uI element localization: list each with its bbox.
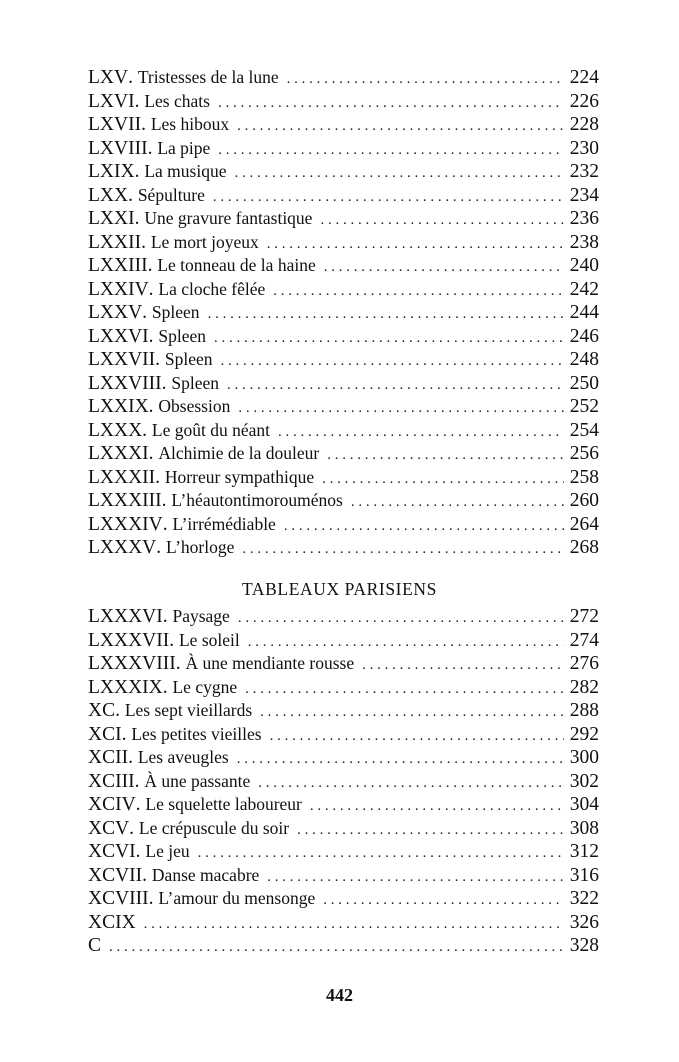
toc-entry-separator: .: [175, 653, 186, 674]
toc-entry-leader-dots: [322, 468, 564, 492]
toc-entry-numeral: LXVI: [88, 90, 135, 112]
toc-entry-title: Spleen: [171, 372, 220, 393]
toc-entry-page-number: 230: [569, 137, 599, 159]
toc-entry-title: Spleen: [158, 325, 207, 346]
toc-entry-separator: .: [169, 629, 179, 651]
toc-entry-separator: .: [128, 67, 138, 88]
toc-entry-page-number: 238: [569, 231, 599, 253]
toc-entry-separator: .: [142, 419, 152, 441]
toc-entry-page-number: 322: [569, 888, 599, 909]
toc-entry-numeral: LXXXVI: [88, 606, 163, 627]
toc-entry-page-number: 234: [569, 184, 599, 206]
toc-entry: [88, 254, 599, 278]
toc-entry-leader-dots: [270, 725, 564, 749]
toc-entry-page-number: 304: [569, 794, 599, 815]
toc-entry-separator: .: [142, 302, 152, 323]
toc-entry: [88, 723, 599, 747]
toc-entry-separator: .: [147, 255, 158, 276]
toc-entry-leader-dots: [237, 748, 564, 772]
toc-entry-leader-dots: [218, 92, 564, 116]
toc-entry-numeral: XCVIII: [88, 888, 149, 909]
toc-entry-leader-dots: [273, 280, 563, 304]
toc-entry: [88, 770, 599, 794]
toc-entry-separator: .: [128, 184, 138, 206]
toc-entry-numeral: XCVI: [88, 841, 136, 862]
toc-entry: [88, 442, 599, 466]
toc-entry-numeral: LXXXI: [88, 443, 149, 464]
toc-list-part2: [88, 605, 599, 958]
toc-entry-leader-dots: [351, 491, 564, 515]
toc-entry-separator: .: [142, 864, 152, 886]
toc-entry-numeral: LXXXIX: [88, 676, 163, 698]
toc-entry: [88, 137, 599, 161]
toc-entry-separator: .: [148, 325, 159, 347]
toc-entry-leader-dots: [238, 397, 563, 421]
toc-entry-numeral: XCV: [88, 817, 130, 839]
toc-entry-numeral: LXX: [88, 184, 129, 206]
toc-entry-leader-dots: [267, 866, 563, 890]
toc-entry-separator: .: [128, 747, 138, 768]
toc-entry-page-number: 326: [569, 911, 599, 933]
toc-entry-page-number: 276: [569, 653, 599, 674]
toc-entry-numeral: LXV: [88, 67, 129, 88]
toc-entry-separator: .: [148, 396, 159, 417]
toc-entry-numeral: LXXXIV: [88, 513, 163, 535]
toc-entry-leader-dots: [242, 538, 563, 562]
toc-entry-title: Le squelette laboureur: [145, 794, 302, 814]
toc-entry-title: Le goût du néant: [151, 419, 271, 440]
toc-entry-title: La musique: [144, 161, 227, 181]
toc-entry-separator: .: [121, 723, 132, 745]
toc-entry-numeral: LXXVII: [88, 349, 156, 370]
toc-entry-numeral: LXXXIII: [88, 490, 162, 511]
toc-entry-title: Le jeu: [145, 841, 190, 861]
toc-entry-leader-dots: [208, 303, 564, 327]
toc-entry-separator: .: [135, 794, 146, 815]
toc-entry-separator: .: [134, 90, 145, 112]
toc-entry-separator: .: [115, 700, 125, 721]
toc-entry-numeral: LXIX: [88, 161, 135, 182]
toc-entry-title: Spleen: [164, 349, 213, 369]
toc-entry-separator: .: [134, 208, 145, 229]
toc-entry: [88, 348, 599, 372]
toc-entry-leader-dots: [238, 607, 564, 631]
toc-entry-leader-dots: [287, 68, 564, 92]
toc-entry: [88, 489, 599, 513]
toc-entry-page-number: 256: [569, 443, 599, 464]
toc-entry-leader-dots: [258, 772, 563, 796]
toc-entry-separator: .: [161, 490, 172, 511]
toc-entry-numeral: LXXVI: [88, 325, 149, 347]
toc-entry: [88, 699, 599, 723]
toc-entry-page-number: 316: [569, 864, 599, 886]
toc-entry-leader-dots: [237, 115, 564, 139]
toc-entry: [88, 652, 599, 676]
toc-entry-page-number: 288: [569, 700, 599, 721]
toc-entry-numeral: LXXX: [88, 419, 143, 441]
toc-entry-title: La cloche fêlée: [158, 278, 266, 299]
toc-entry-leader-dots: [248, 631, 564, 655]
toc-entry-separator: .: [134, 770, 145, 792]
toc-entry-title: Le crépuscule du soir: [138, 817, 290, 838]
toc-entry-separator: .: [129, 817, 139, 839]
toc-entry-numeral: XCIX: [88, 911, 136, 933]
toc-entry-numeral: XC: [88, 700, 116, 721]
toc-entry-numeral: LXXI: [88, 208, 135, 229]
toc-entry-leader-dots: [320, 209, 563, 233]
toc-entry: [88, 419, 599, 443]
toc-entry-leader-dots: [234, 162, 563, 186]
toc-entry-numeral: LXXXVIII: [88, 653, 176, 674]
toc-entry-separator: .: [148, 888, 159, 909]
toc-entry: [88, 840, 599, 864]
toc-entry: [88, 466, 599, 490]
toc-entry-title: L’horloge: [166, 537, 235, 557]
toc-entry-page-number: 268: [569, 537, 599, 558]
toc-entry-numeral: LXVII: [88, 114, 142, 135]
toc-entry: [88, 911, 599, 935]
toc-entry-title: Les hiboux: [150, 114, 230, 134]
toc-entry-numeral: LXXII: [88, 231, 142, 253]
toc-entry-page-number: 252: [569, 396, 599, 417]
toc-entry-page-number: 248: [569, 349, 599, 370]
toc-entry-leader-dots: [227, 374, 564, 398]
toc-entry: [88, 90, 599, 114]
toc-entry-page-number: 232: [569, 161, 599, 182]
toc-entry-title: Le tonneau de la haine: [157, 255, 316, 275]
toc-entry-page-number: 302: [569, 770, 599, 792]
toc-entry: [88, 536, 599, 560]
toc-entry-numeral: LXVIII: [88, 137, 148, 159]
toc-entry-page-number: 242: [569, 278, 599, 300]
toc-entry-page-number: 246: [569, 325, 599, 347]
toc-entry-title: Sépulture: [137, 184, 205, 205]
toc-entry-page-number: 292: [569, 723, 599, 745]
toc-entry: [88, 372, 599, 396]
toc-entry: [88, 325, 599, 349]
toc-entry-leader-dots: [221, 350, 564, 374]
page-number: 442: [326, 985, 353, 1005]
toc-entry-page-number: 274: [569, 629, 599, 651]
toc-entry-title: Tristesses de la lune: [137, 67, 279, 87]
toc-entry: [88, 160, 599, 184]
toc-entry-numeral: LXXIX: [88, 396, 149, 417]
toc-entry-title: Paysage: [172, 606, 230, 626]
toc-entry-separator: .: [134, 161, 145, 182]
toc-entry: [88, 113, 599, 137]
toc-entry-page-number: 282: [569, 676, 599, 698]
toc-entry-page-number: 300: [569, 747, 599, 768]
toc-entry-page-number: 250: [569, 372, 599, 394]
toc-entry-page-number: 226: [569, 90, 599, 112]
toc-entry-separator: .: [162, 676, 173, 698]
toc-entry-leader-dots: [218, 139, 563, 163]
toc-entry-separator: .: [162, 606, 173, 627]
toc-entry-leader-dots: [310, 795, 564, 819]
toc-entry: [88, 676, 599, 700]
toc-entry-separator: .: [141, 114, 151, 135]
toc-entry-numeral: XCI: [88, 723, 122, 745]
toc-entry-page-number: 272: [569, 606, 599, 627]
toc-entry-separator: .: [135, 841, 146, 862]
toc-entry-page-number: 308: [569, 817, 599, 839]
toc-entry: [88, 301, 599, 325]
toc-entry-leader-dots: [323, 889, 564, 913]
toc-entry-numeral: XCIV: [88, 794, 136, 815]
toc-entry: [88, 231, 599, 255]
toc-entry-leader-dots: [284, 515, 564, 539]
toc-entry-numeral: XCVII: [88, 864, 143, 886]
toc-entry-numeral: LXXXV: [88, 537, 157, 558]
toc-entry: [88, 934, 599, 958]
toc-entry-leader-dots: [327, 444, 563, 468]
toc-entry-title: Horreur sympathique: [164, 466, 315, 487]
toc-entry-title: À une mendiante rousse: [185, 653, 355, 673]
toc-entry-leader-dots: [245, 678, 564, 702]
toc-entry: [88, 746, 599, 770]
toc-entry-title: Une gravure fantastique: [144, 208, 313, 228]
section-heading: TABLEAUX PARISIENS: [242, 579, 437, 599]
toc-entry-title: À une passante: [144, 770, 251, 791]
toc-entry-page-number: 254: [569, 419, 599, 441]
toc-entry-title: L’irrémédiable: [172, 513, 276, 534]
toc-entry-numeral: C: [88, 935, 102, 956]
toc-entry-page-number: 328: [569, 935, 599, 956]
toc-entry-page-number: 260: [569, 490, 599, 511]
toc-entry-separator: .: [156, 537, 166, 558]
toc-entry-page-number: 244: [569, 302, 599, 323]
toc-entry-numeral: XCIII: [88, 770, 135, 792]
toc-entry-separator: .: [155, 349, 165, 370]
toc-entry-leader-dots: [213, 186, 564, 210]
toc-entry-leader-dots: [260, 701, 564, 725]
toc-entry-leader-dots: [267, 233, 564, 257]
toc-entry-numeral: XCII: [88, 747, 129, 768]
toc-entry-page-number: 264: [569, 513, 599, 535]
toc-entry-separator: .: [147, 137, 158, 159]
toc-entry: [88, 793, 599, 817]
toc-entry: [88, 513, 599, 537]
toc-entry-leader-dots: [278, 421, 564, 445]
toc-entry-page-number: 240: [569, 255, 599, 276]
toc-entry: [88, 207, 599, 231]
toc-entry: [88, 629, 599, 653]
toc-entry-title: L’amour du mensonge: [158, 888, 316, 908]
toc-entry-title: Les sept vieillards: [124, 700, 253, 720]
toc-entry-numeral: LXXV: [88, 302, 143, 323]
toc-entry-page-number: 312: [569, 841, 599, 862]
toc-entry-title: Le cygne: [172, 676, 238, 697]
toc-entry-numeral: LXXXVII: [88, 629, 170, 651]
toc-entry: [88, 184, 599, 208]
toc-entry: [88, 66, 599, 90]
toc-entry-title: Le soleil: [178, 629, 240, 650]
toc-entry-separator: .: [148, 278, 159, 300]
toc-entry: [88, 605, 599, 629]
toc-entry-page-number: 258: [569, 466, 599, 488]
toc-entry-separator: .: [141, 231, 151, 253]
toc-entry-leader-dots: [214, 327, 564, 351]
toc-entry-leader-dots: [362, 654, 564, 678]
toc-entry-title: Obsession: [158, 396, 231, 416]
toc-entry-separator: .: [162, 513, 173, 535]
toc-entry-page-number: 224: [569, 67, 599, 88]
toc-entry: [88, 864, 599, 888]
toc-list-part1: [88, 66, 599, 560]
toc-entry-leader-dots: [144, 913, 564, 937]
toc-entry-numeral: LXXVIII: [88, 372, 162, 394]
toc-entry-title: Les aveugles: [137, 747, 229, 767]
toc-entry-separator: .: [148, 443, 159, 464]
toc-entry-leader-dots: [324, 256, 564, 280]
toc-entry-numeral: LXXIII: [88, 255, 148, 276]
toc-entry-leader-dots: [109, 936, 564, 960]
toc-entry-title: La pipe: [157, 137, 211, 158]
toc-entry-title: Les chats: [144, 90, 210, 111]
toc-entry: [88, 278, 599, 302]
toc-entry-numeral: LXXIV: [88, 278, 149, 300]
toc-entry-title: Les petites vieilles: [131, 723, 262, 744]
toc-entry-leader-dots: [297, 819, 564, 843]
toc-entry-separator: .: [161, 372, 172, 394]
toc-entry: [88, 817, 599, 841]
toc-entry-title: Spleen: [151, 302, 200, 322]
toc-entry-title: Alchimie de la douleur: [158, 443, 320, 463]
toc-entry-title: Le mort joyeux: [150, 231, 259, 252]
toc-entry-title: Danse macabre: [151, 864, 260, 885]
toc-entry-leader-dots: [198, 842, 564, 866]
toc-entry-page-number: 228: [569, 114, 599, 135]
toc-entry: [88, 887, 599, 911]
toc-entry: [88, 395, 599, 419]
toc-entry-title: L’héautontimorouménos: [171, 490, 343, 510]
toc-entry-separator: .: [155, 466, 165, 488]
toc-entry-page-number: 236: [569, 208, 599, 229]
toc-entry-numeral: LXXXII: [88, 466, 156, 488]
